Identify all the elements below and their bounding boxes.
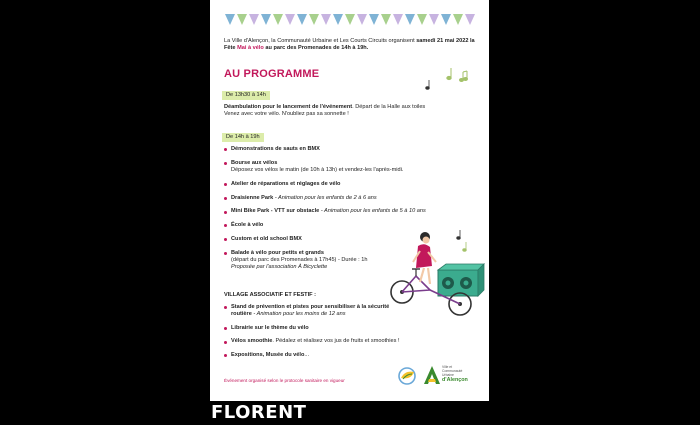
footer-note: Événement organisé selon le protocole sanitaire en vigueur bbox=[224, 378, 345, 383]
bunting-flag bbox=[225, 14, 235, 25]
bunting-flag bbox=[369, 14, 379, 25]
intro-date: samedi 21 mai 2022 bbox=[416, 38, 469, 44]
item-sub2: Proposée par l'association À Bicyclette bbox=[231, 264, 328, 271]
alencon-a-logo-icon bbox=[423, 364, 441, 386]
bunting-flag bbox=[273, 14, 283, 25]
item-desc: - Animation pour les enfants de 5 à 10 ans bbox=[319, 208, 426, 215]
item-desc: . Pédalez et réalisez vos jus de fruits et smoothies ! bbox=[272, 338, 400, 345]
bunting-flag bbox=[405, 14, 415, 25]
time-slot-2: De 14h à 19h bbox=[222, 133, 264, 142]
item-title: Bourse aux vélos bbox=[231, 159, 278, 166]
slot1-desc2: Venez avec votre vélo. N'oubliez pas sa sonnette ! bbox=[224, 111, 349, 118]
list-item bbox=[224, 304, 406, 318]
logo-line3: Urbaine bbox=[442, 373, 454, 377]
bunting-flag bbox=[429, 14, 439, 25]
item-title: Démonstrations de sauts en BMX bbox=[231, 146, 320, 152]
bunting-flag bbox=[357, 14, 367, 25]
item-title: Expositions, Musée du vélo bbox=[231, 351, 305, 358]
logo-line1: Ville et bbox=[442, 365, 453, 369]
bunting-flag bbox=[249, 14, 259, 25]
intro-text bbox=[224, 38, 480, 53]
bunting-flag bbox=[309, 14, 319, 25]
music-note-icon bbox=[423, 62, 473, 92]
item-desc: - Animation pour les enfants de 2 à 6 ans bbox=[273, 194, 377, 201]
slot1-title: Déambulation pour le lancement de l'événement bbox=[224, 104, 353, 110]
intro-part3: au parc des Promenades de 14h à 19h. bbox=[263, 45, 369, 52]
item-title: Custom et old school BMX bbox=[231, 235, 302, 242]
item-sub: Déposez vos vélos le matin (de 10h à 13h) et vendez-les l'après-midi. bbox=[231, 167, 404, 173]
list-item bbox=[224, 181, 484, 188]
item-desc: - Animation pour les moins de 12 ans bbox=[251, 311, 346, 318]
logo-line2: Communauté bbox=[442, 369, 463, 373]
leaf-logo-icon bbox=[396, 364, 418, 386]
program-heading: AU PROGRAMME bbox=[224, 68, 320, 80]
item-title: Librairie sur le thème du vélo bbox=[231, 324, 309, 331]
logo-line4: d'Alençon bbox=[442, 377, 468, 383]
bunting-flag bbox=[417, 14, 427, 25]
list-item bbox=[224, 208, 484, 215]
item-title: Balade à vélo pour petits et grands bbox=[231, 249, 324, 256]
list-item bbox=[224, 325, 484, 332]
item-title: École à vélo bbox=[231, 222, 264, 229]
item-sub: (départ du parc des Promenades à 17h45) - Durée : 1h bbox=[231, 256, 368, 263]
item-title: Vélos smoothie bbox=[231, 338, 273, 345]
item-title: Atelier de réparations et réglages de vélo bbox=[231, 180, 341, 187]
slot1-description bbox=[224, 104, 482, 118]
bunting-flag bbox=[297, 14, 307, 25]
bunting-flag bbox=[333, 14, 343, 25]
list-item bbox=[224, 338, 484, 345]
intro-part2: la Fête bbox=[224, 38, 475, 52]
bunting-flag bbox=[285, 14, 295, 25]
event-poster bbox=[210, 0, 489, 401]
bunting-flags bbox=[224, 14, 476, 26]
slot1-desc1: . Départ de la Halle aux toiles bbox=[352, 104, 426, 110]
item-title: Mini Bike Park - VTT sur obstacle bbox=[231, 208, 320, 215]
intro-event: Mai à vélo bbox=[237, 45, 264, 52]
list-item bbox=[224, 352, 484, 359]
bunting-flag bbox=[321, 14, 331, 25]
bunting-flag bbox=[261, 14, 271, 25]
bunting-flag bbox=[465, 14, 475, 25]
list-item bbox=[224, 146, 484, 153]
item-desc: ... bbox=[304, 351, 310, 358]
bunting-flag bbox=[345, 14, 355, 25]
village-list bbox=[224, 304, 484, 366]
list-item bbox=[224, 195, 484, 202]
intro-part1: La Ville d'Alençon, la Communauté Urbaine et Les Courts Circuits organisent bbox=[224, 38, 417, 44]
village-heading: VILLAGE ASSOCIATIF ET FESTIF : bbox=[224, 292, 316, 298]
item-title: Stand de prévention et pistes pour sensibiliser à la sécurité routière bbox=[231, 304, 390, 318]
alencon-logo-text bbox=[442, 365, 482, 383]
list-item bbox=[224, 160, 484, 174]
item-title: Draisienne Park bbox=[231, 194, 274, 201]
bunting-flag bbox=[453, 14, 463, 25]
bunting-flag bbox=[441, 14, 451, 25]
time-slot-1: De 13h30 à 14h bbox=[222, 91, 270, 100]
brand-watermark: FLORENT bbox=[211, 402, 307, 423]
bunting-flag bbox=[237, 14, 247, 25]
bunting-flag bbox=[393, 14, 403, 25]
bunting-flag bbox=[381, 14, 391, 25]
